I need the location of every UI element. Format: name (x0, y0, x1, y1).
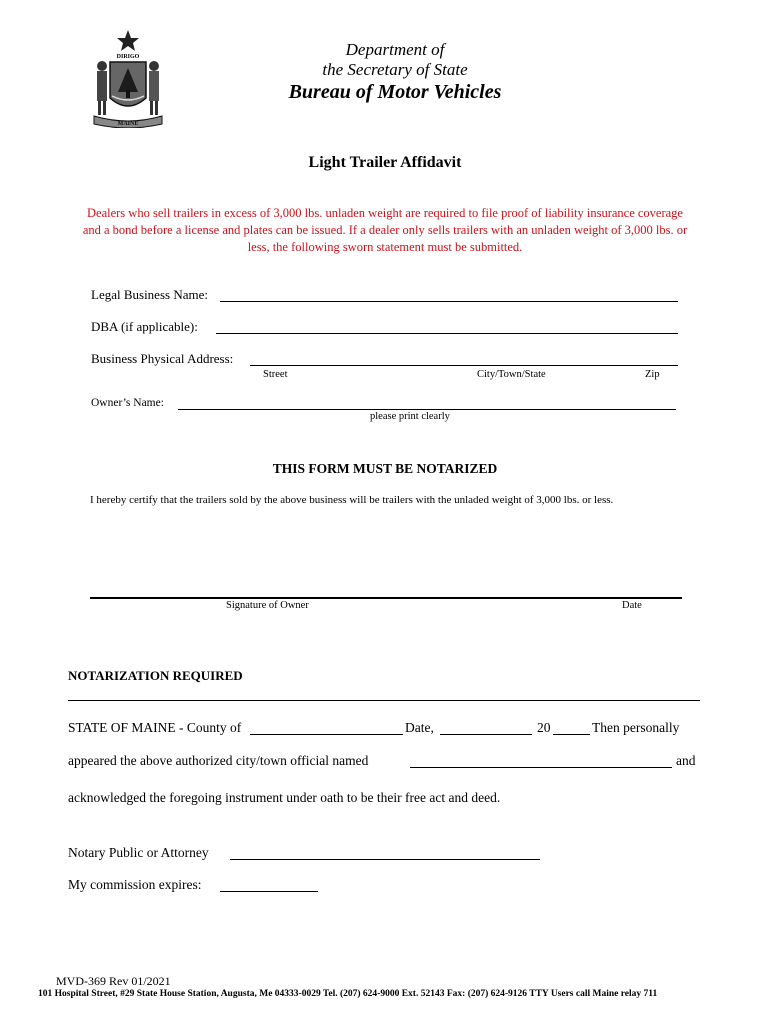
commission-expires-label: My commission expires: (68, 877, 202, 892)
notary-signature-field[interactable] (230, 845, 540, 860)
notary-date-label: Date, (405, 720, 434, 735)
print-clearly-note: please print clearly (370, 411, 450, 422)
then-personally-text: Then personally (592, 720, 680, 735)
owner-name-label: Owner’s Name: (91, 397, 164, 409)
acknowledged-text: acknowledged the foregoing instrument under oath to be their free act and deed. (68, 790, 501, 805)
department-line-1: Department of (345, 40, 445, 59)
official-name-field[interactable] (410, 753, 672, 768)
appeared-text: appeared the above authorized city/town official named (68, 753, 369, 768)
city-sublabel: City/Town/State (477, 369, 546, 380)
footer-address: 101 Hospital Street, #29 State House Station, Augusta, Me 04333-0029 Tel. (207) 624-9000 Ext. 52143 Fax: (207) 624-9126 TTY Users call Maine relay 711 (38, 989, 658, 999)
year-prefix: 20 (537, 720, 551, 735)
form-title: Light Trailer Affidavit (308, 154, 462, 171)
legal-name-label: Legal Business Name: (91, 287, 208, 302)
owner-name-field[interactable] (178, 397, 676, 410)
and-text: and (676, 753, 696, 768)
dealer-notice: Dealers who sell trailers in excess of 3,000 lbs. unladen weight are required to file proof of liability insurance coverage and a bond before a license and plates can be issued. If a dealer only sells trailers with an unladen weight of 3,000 lbs. or less, the following sworn statement must be submitted. (82, 206, 688, 254)
notarization-divider (68, 700, 700, 701)
svg-text:MAINE: MAINE (117, 121, 139, 127)
form-revision: MVD-369 Rev 01/2021 (56, 974, 171, 988)
legal-name-field[interactable] (220, 289, 678, 302)
street-sublabel: Street (263, 369, 288, 380)
notary-date-field[interactable] (440, 720, 532, 735)
signature-line[interactable] (90, 597, 682, 599)
address-field[interactable] (250, 353, 678, 366)
state-county-label: STATE OF MAINE - County of (68, 720, 242, 735)
zip-sublabel: Zip (645, 369, 660, 380)
must-notarize-heading: THIS FORM MUST BE NOTARIZED (272, 461, 498, 476)
notary-public-label: Notary Public or Attorney (68, 845, 209, 860)
notarization-heading: NOTARIZATION REQUIRED (68, 668, 243, 683)
address-label: Business Physical Address: (91, 351, 234, 366)
department-line-2: the Secretary of State (322, 60, 468, 79)
svg-text:DIRIGO: DIRIGO (116, 54, 140, 60)
commission-expires-field[interactable] (220, 877, 318, 892)
bureau-title: Bureau of Motor Vehicles (288, 81, 502, 103)
county-field[interactable] (250, 720, 403, 735)
dba-label: DBA (if applicable): (91, 319, 198, 334)
dba-field[interactable] (216, 321, 678, 334)
year-field[interactable] (553, 720, 590, 735)
signature-date-label: Date (622, 600, 642, 611)
signature-label: Signature of Owner (226, 600, 309, 611)
certification-text: I hereby certify that the trailers sold by the above business will be trailers with the unladed weight of 3,000 lbs. or less. (90, 494, 614, 506)
maine-state-seal-icon (88, 28, 168, 128)
